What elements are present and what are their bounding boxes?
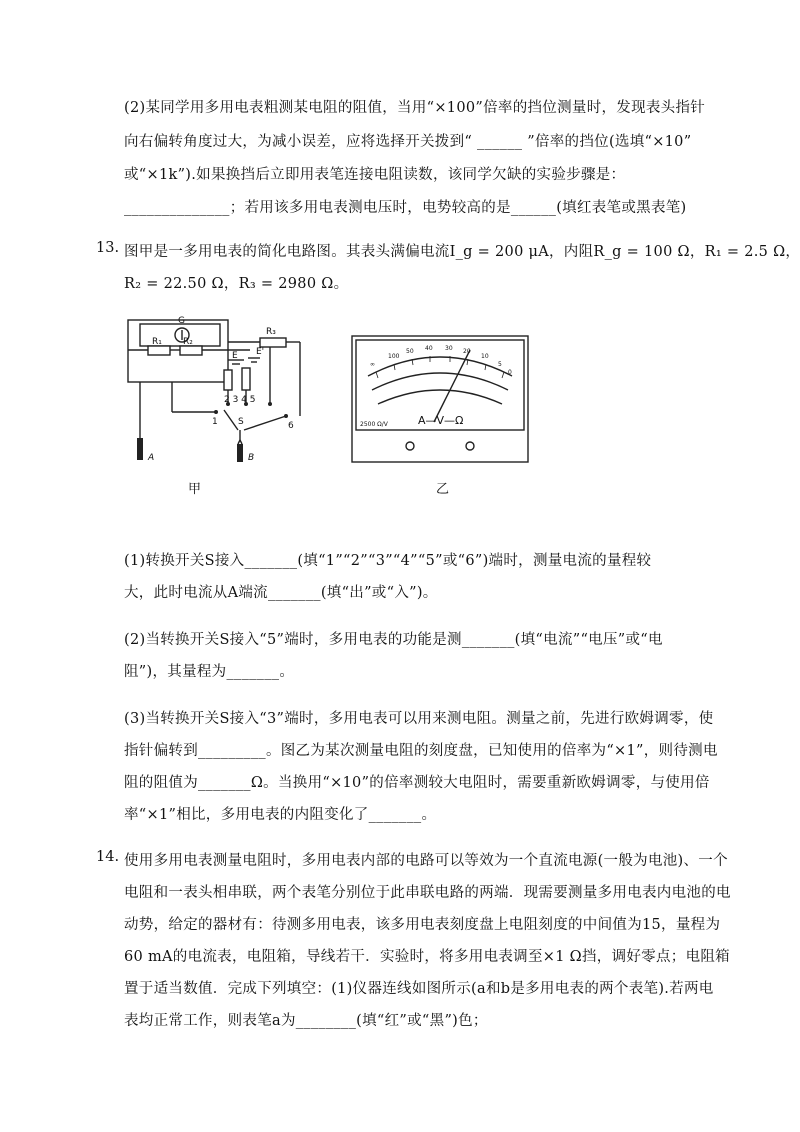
q14-number: 14.	[96, 849, 120, 865]
label-terminal-1: 1	[212, 417, 218, 427]
label-terminals: 2 3 4 5	[224, 395, 256, 405]
q13-part1-line-1: (1)转换开关S接入_______(填“1”“2”“3”“4”“5”或“6”)端时，测量电流的量程较	[124, 553, 652, 569]
label-switch-s: S	[238, 417, 244, 427]
meter-dial-yi	[350, 334, 530, 464]
scale-label-2: 50	[406, 348, 414, 355]
scale-label-1: 100	[388, 353, 400, 360]
q12-line-3: 或“×1k”).如果换挡后立即用表笔连接电阻读数，该同学欠缺的实验步骤是：	[124, 167, 626, 183]
q14-line-3: 动势，给定的器材有：待测多用电表，该多用电表刻度盘上电阻刻度的中间值为15，量程为	[124, 917, 721, 933]
label-probe-b: B	[248, 453, 255, 463]
label-e-prime: E'	[256, 347, 265, 357]
q13-part3-line-1: (3)当转换开关S接入“3”端时，多用电表可以用来测电阻。测量之前，先进行欧姆调零，使	[124, 711, 714, 727]
meter-small-text: 2500 Ω/V	[360, 421, 388, 428]
q12-line-2: 向右偏转角度过大，为减小误差，应将选择开关拨到“ ______ ”倍率的挡位(选填“×10”	[124, 134, 692, 150]
caption-yi: 乙	[436, 482, 450, 497]
label-terminal-6: 6	[288, 421, 294, 431]
q13-stem-line-1: 图甲是一多用电表的简化电路图。其表头满偏电流I_g = 200 μA，内阻R_g = 100 Ω，R₁ = 2.5 Ω，	[124, 244, 800, 260]
q13-part2-line-2: 阻”)，其量程为_______。	[124, 664, 295, 680]
q12-line-4: ______________；若用该多用电表测电压时，电势较高的是______(填红表笔或黑表笔)	[124, 200, 687, 216]
label-r1: R₁	[152, 337, 162, 347]
q14-line-1: 使用多用电表测量电阻时，多用电表内部的电路可以等效为一个直流电源(一般为电池)、一个	[124, 853, 728, 869]
q12-line-1: (2)某同学用多用电表粗测某电阻的阻值，当用“×100”倍率的挡位测量时，发现表头指针	[124, 100, 706, 116]
q13-stem-line-2: R₂ = 22.50 Ω，R₃ = 2980 Ω。	[124, 276, 349, 292]
scale-label-8: 0	[508, 369, 512, 376]
circuit-diagram-jia	[120, 312, 320, 482]
scale-label-7: 5	[498, 361, 502, 368]
scale-label-4: 30	[445, 345, 453, 352]
label-probe-a: A	[148, 453, 155, 463]
label-g: G	[178, 316, 185, 326]
q13-part2-line-1: (2)当转换开关S接入“5”端时，多用电表的功能是测_______(填“电流”“电压”或“电	[124, 632, 663, 648]
q13-number: 13.	[96, 240, 120, 256]
q13-part3-line-3: 阻的阻值为_______Ω。当换用“×10”的倍率测较大电阻时，需要重新欧姆调零，与使用倍	[124, 775, 710, 791]
label-r2: R₂	[183, 337, 193, 347]
scale-label-6: 10	[481, 353, 489, 360]
meter-mode-label: A—V—Ω	[418, 414, 464, 427]
label-r3: R₃	[266, 327, 276, 337]
q13-part3-line-4: 率“×1”相比，多用电表的内阻变化了_______。	[124, 807, 437, 823]
label-e: E	[232, 351, 238, 361]
q14-line-4: 60 mA的电流表，电阻箱，导线若干．实验时，将多用电表调至×1 Ω挡，调好零点；电阻箱	[124, 949, 730, 965]
q14-line-2: 电阻和一表头相串联，两个表笔分别位于此串联电路的两端．现需要测量多用电表内电池的电	[124, 885, 731, 901]
scale-label-3: 40	[425, 345, 433, 352]
scale-label-5: 20	[463, 348, 471, 355]
q14-line-5: 置于适当数值．完成下列填空：(1)仪器连线如图所示(a和b是多用电表的两个表笔).若两电	[124, 981, 714, 997]
q13-part1-line-2: 大，此时电流从A端流_______(填“出”或“入”)。	[124, 585, 438, 601]
scale-label-0: ∞	[370, 361, 375, 368]
q13-part3-line-2: 指针偏转到_________。图乙为某次测量电阻的刻度盘，已知使用的倍率为“×1”，则待测电	[124, 743, 718, 759]
caption-jia: 甲	[188, 482, 202, 497]
q14-line-6: 表均正常工作，则表笔a为________(填“红”或“黑”)色；	[124, 1013, 488, 1029]
